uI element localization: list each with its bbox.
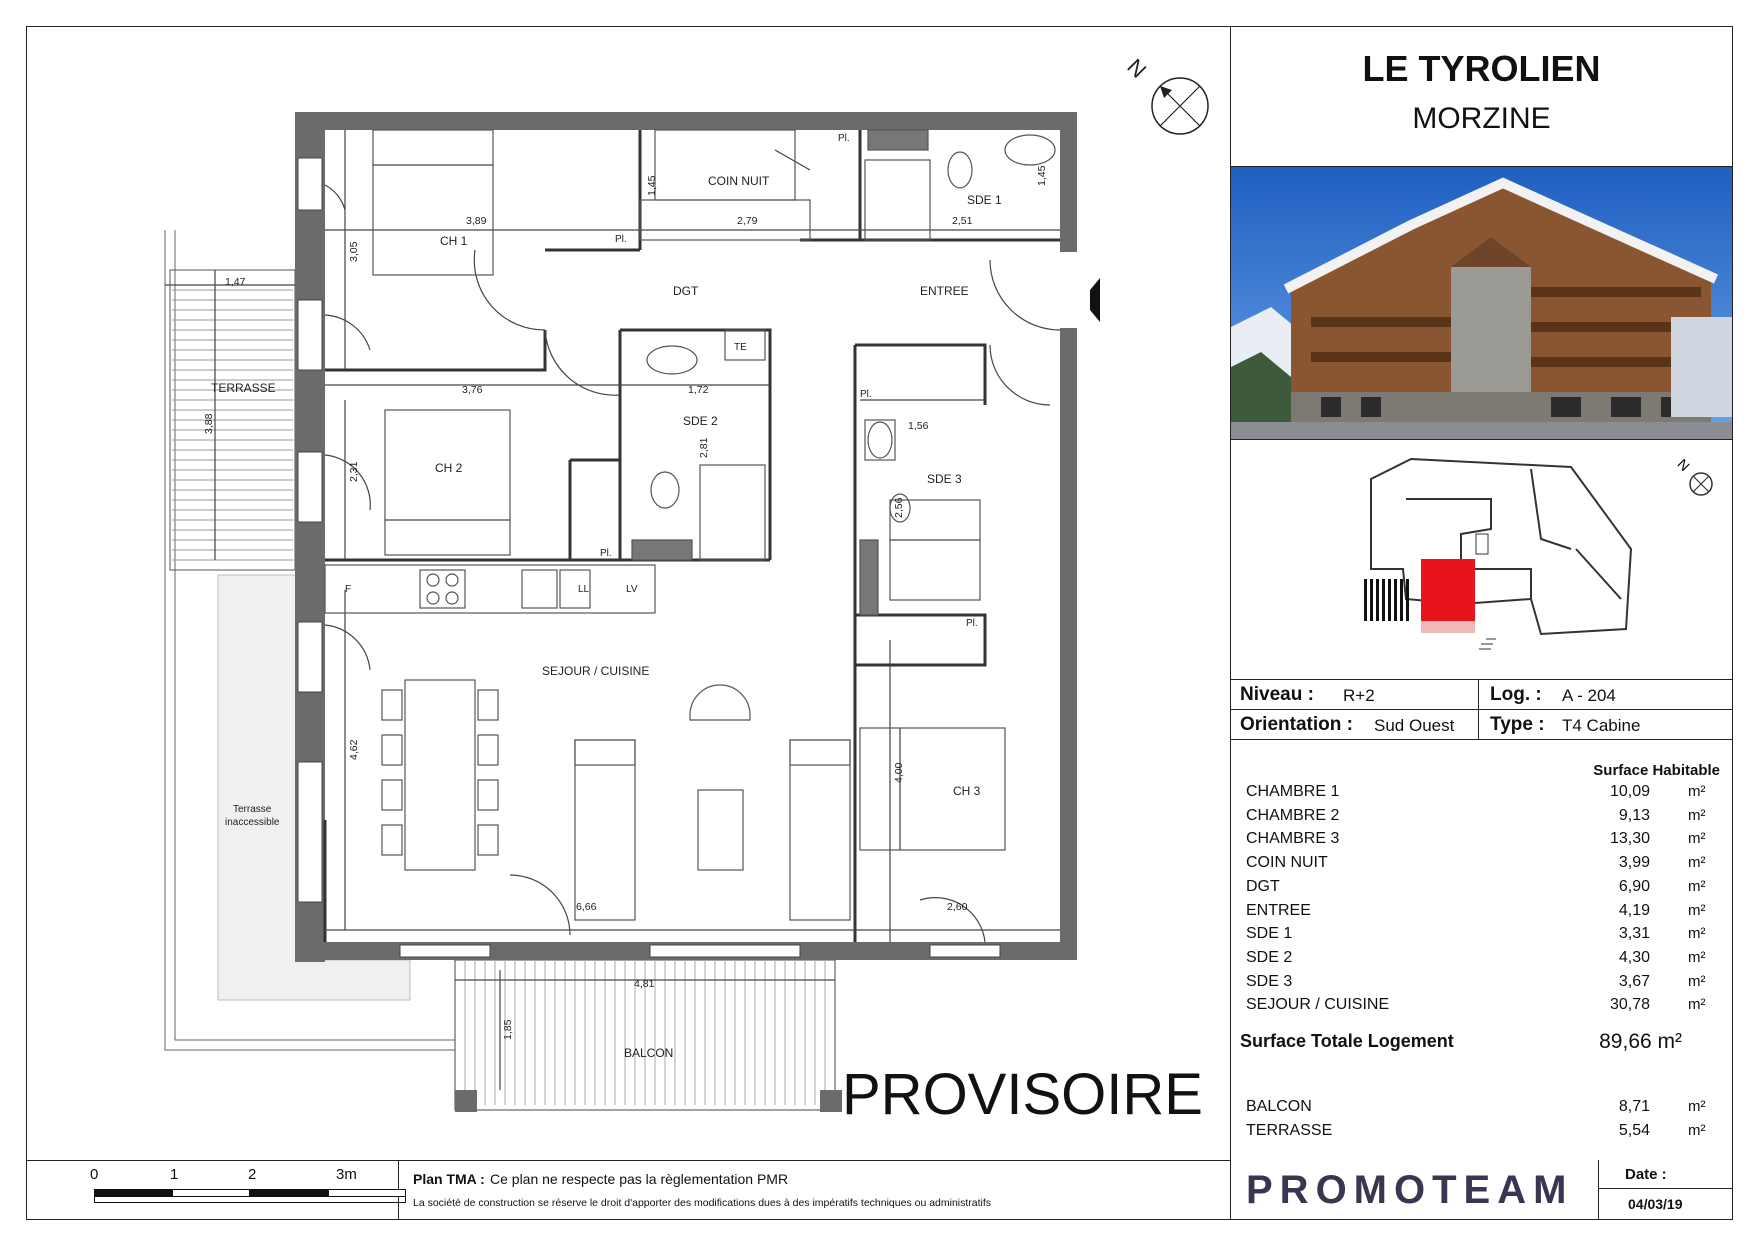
surface-row-unit: m²: [1688, 783, 1706, 800]
fixture-f: F: [345, 584, 352, 595]
surface-row-value: 3,31: [1618, 925, 1650, 942]
surface-row-value: 6,90: [1618, 878, 1650, 895]
label-terrasse-inacc-2: inaccessible: [225, 817, 280, 828]
label-terrasse: TERRASSE: [211, 381, 276, 395]
surface-row-unit: m²: [1688, 807, 1706, 824]
date-value: 04/03/19: [1628, 1196, 1683, 1212]
exterior-row-name: BALCON: [1246, 1098, 1312, 1115]
exterior-row-unit: m²: [1688, 1098, 1706, 1115]
type-label: Type :: [1490, 714, 1545, 735]
fixture-te: TE: [734, 342, 747, 353]
surface-row-name: SDE 1: [1246, 925, 1293, 942]
label-sde3: SDE 3: [927, 472, 962, 486]
project-title: LE TYROLIEN: [1362, 48, 1601, 89]
surface-row-name: CHAMBRE 3: [1246, 830, 1340, 847]
surface-row-value: 4,19: [1618, 902, 1650, 919]
scale-tick-1: 1: [170, 1166, 179, 1183]
dim-462: 4,62: [348, 739, 360, 760]
date-label: Date :: [1625, 1166, 1667, 1183]
exterior-row-name: TERRASSE: [1246, 1122, 1333, 1139]
info-divider-mid: [1230, 709, 1733, 710]
keyplan-north-label: N: [1674, 455, 1693, 474]
dim-145b: 1,45: [1036, 165, 1048, 186]
dim-251: 2,51: [952, 215, 973, 227]
scale-segment-4: [94, 1197, 406, 1203]
fixture-pl2: Pl.: [615, 234, 627, 245]
north-label: N: [1122, 53, 1152, 83]
surface-row-value: 3,67: [1618, 973, 1650, 990]
surface-row-value: 9,13: [1618, 807, 1650, 824]
surface-row-unit: m²: [1688, 830, 1706, 847]
log-label: Log. :: [1490, 684, 1542, 705]
surface-row-name: SDE 2: [1246, 949, 1293, 966]
info-divider-top: [1230, 679, 1733, 680]
log-value: A - 204: [1562, 686, 1616, 705]
scale-segment-2: [172, 1189, 250, 1197]
key-plan: [1231, 439, 1732, 679]
dim-145a: 1,45: [646, 175, 658, 196]
surface-row-unit: m²: [1688, 878, 1706, 895]
dim-260: 2,60: [947, 901, 968, 913]
label-terrasse-inacc-1: Terrasse: [233, 804, 272, 815]
label-sde1: SDE 1: [967, 193, 1002, 207]
label-ch1: CH 1: [440, 234, 468, 248]
surface-row-unit: m²: [1688, 996, 1706, 1013]
scale-segment-5: [328, 1189, 406, 1197]
dim-376: 3,76: [462, 384, 483, 396]
scale-bar: [90, 1166, 390, 1210]
fixture-pl4: Pl.: [600, 548, 612, 559]
label-coin-nuit: COIN NUIT: [708, 174, 770, 188]
niveau-value: R+2: [1343, 686, 1375, 705]
info-divider-vertical: [1478, 679, 1479, 739]
type-value: T4 Cabine: [1562, 716, 1641, 735]
surface-row-unit: m²: [1688, 925, 1706, 942]
surface-row-name: ENTREE: [1246, 902, 1311, 919]
fixture-ll: LL: [578, 584, 590, 595]
surface-row-value: 10,09: [1609, 783, 1650, 800]
dim-256: 2,56: [893, 497, 905, 518]
scale-tick-3: 3m: [336, 1166, 357, 1183]
exterior-row-value: 8,71: [1618, 1098, 1650, 1115]
dim-388: 3,88: [203, 413, 215, 434]
surface-row-unit: m²: [1688, 902, 1706, 919]
dim-185: 1,85: [502, 1019, 514, 1040]
surface-row-name: DGT: [1246, 878, 1280, 895]
dim-231: 2,31: [348, 461, 360, 482]
dim-279: 2,79: [737, 215, 758, 227]
surface-row-name: COIN NUIT: [1246, 854, 1328, 871]
note-title: Plan TMA :: [413, 1171, 485, 1187]
dim-281: 2,81: [698, 437, 710, 458]
fixture-pl3: Pl.: [860, 389, 872, 400]
dim-172: 1,72: [688, 384, 709, 396]
surface-row-value: 30,78: [1609, 996, 1650, 1013]
exterior-row-unit: m²: [1688, 1122, 1706, 1139]
footer-divider-2: [1598, 1160, 1599, 1220]
fixture-lv: LV: [626, 584, 638, 595]
label-sejour: SEJOUR / CUISINE: [542, 664, 650, 678]
surface-row-name: CHAMBRE 2: [1246, 807, 1340, 824]
surface-total-value: 89,66 m²: [1599, 1030, 1682, 1053]
dim-400: 4,00: [893, 762, 905, 783]
label-sde2: SDE 2: [683, 414, 718, 428]
label-ch3: CH 3: [953, 784, 981, 798]
note-text: Ce plan ne respecte pas la règlementation PMR: [490, 1171, 789, 1187]
surface-total-label: Surface Totale Logement: [1240, 1031, 1454, 1051]
surface-row-unit: m²: [1688, 854, 1706, 871]
fixture-pl5: Pl.: [966, 618, 978, 629]
label-dgt: DGT: [673, 284, 699, 298]
surface-row-value: 4,30: [1618, 949, 1650, 966]
company-logo: PROMOTEAM: [1246, 1168, 1574, 1212]
surface-header: Surface Habitable: [1593, 762, 1720, 779]
surface-row-name: SDE 3: [1246, 973, 1293, 990]
surface-row-unit: m²: [1688, 949, 1706, 966]
surface-row-name: SEJOUR / CUISINE: [1246, 996, 1390, 1013]
project-town: MORZINE: [1412, 102, 1551, 135]
dim-389: 3,89: [466, 215, 487, 227]
label-entree: ENTREE: [920, 284, 969, 298]
provisoire-watermark: PROVISOIRE: [842, 1062, 1203, 1127]
scale-segment-1: [94, 1189, 172, 1197]
disclaimer: La société de construction se réserve le droit d'apporter des modifications dues à des impératifs techniques ou administratifs: [413, 1197, 992, 1209]
niveau-label: Niveau :: [1240, 684, 1314, 705]
dim-147: 1,47: [225, 276, 246, 288]
surface-row-name: CHAMBRE 1: [1246, 783, 1340, 800]
scale-tick-0: 0: [90, 1166, 99, 1183]
dim-666: 6,66: [576, 901, 597, 913]
scale-tick-2: 2: [248, 1166, 257, 1183]
scale-segment-3: [250, 1189, 328, 1197]
surface-row-value: 3,99: [1618, 854, 1650, 871]
dim-305: 3,05: [348, 241, 360, 262]
dim-156: 1,56: [908, 420, 929, 432]
building-photo: [1231, 166, 1732, 440]
info-divider-bottom: [1230, 739, 1733, 740]
entrance-arrow: [1090, 278, 1100, 322]
surface-row-value: 13,30: [1609, 830, 1650, 847]
fixture-pl1: Pl.: [838, 133, 850, 144]
orientation-label: Orientation :: [1240, 714, 1353, 735]
north-compass: [1122, 54, 1208, 134]
label-ch2: CH 2: [435, 461, 463, 475]
surface-row-unit: m²: [1688, 973, 1706, 990]
exterior-row-value: 5,54: [1618, 1122, 1650, 1139]
orientation-value: Sud Ouest: [1374, 716, 1455, 735]
dim-481: 4,81: [634, 978, 655, 990]
label-balcon: BALCON: [624, 1046, 674, 1060]
date-divider: [1598, 1188, 1733, 1189]
